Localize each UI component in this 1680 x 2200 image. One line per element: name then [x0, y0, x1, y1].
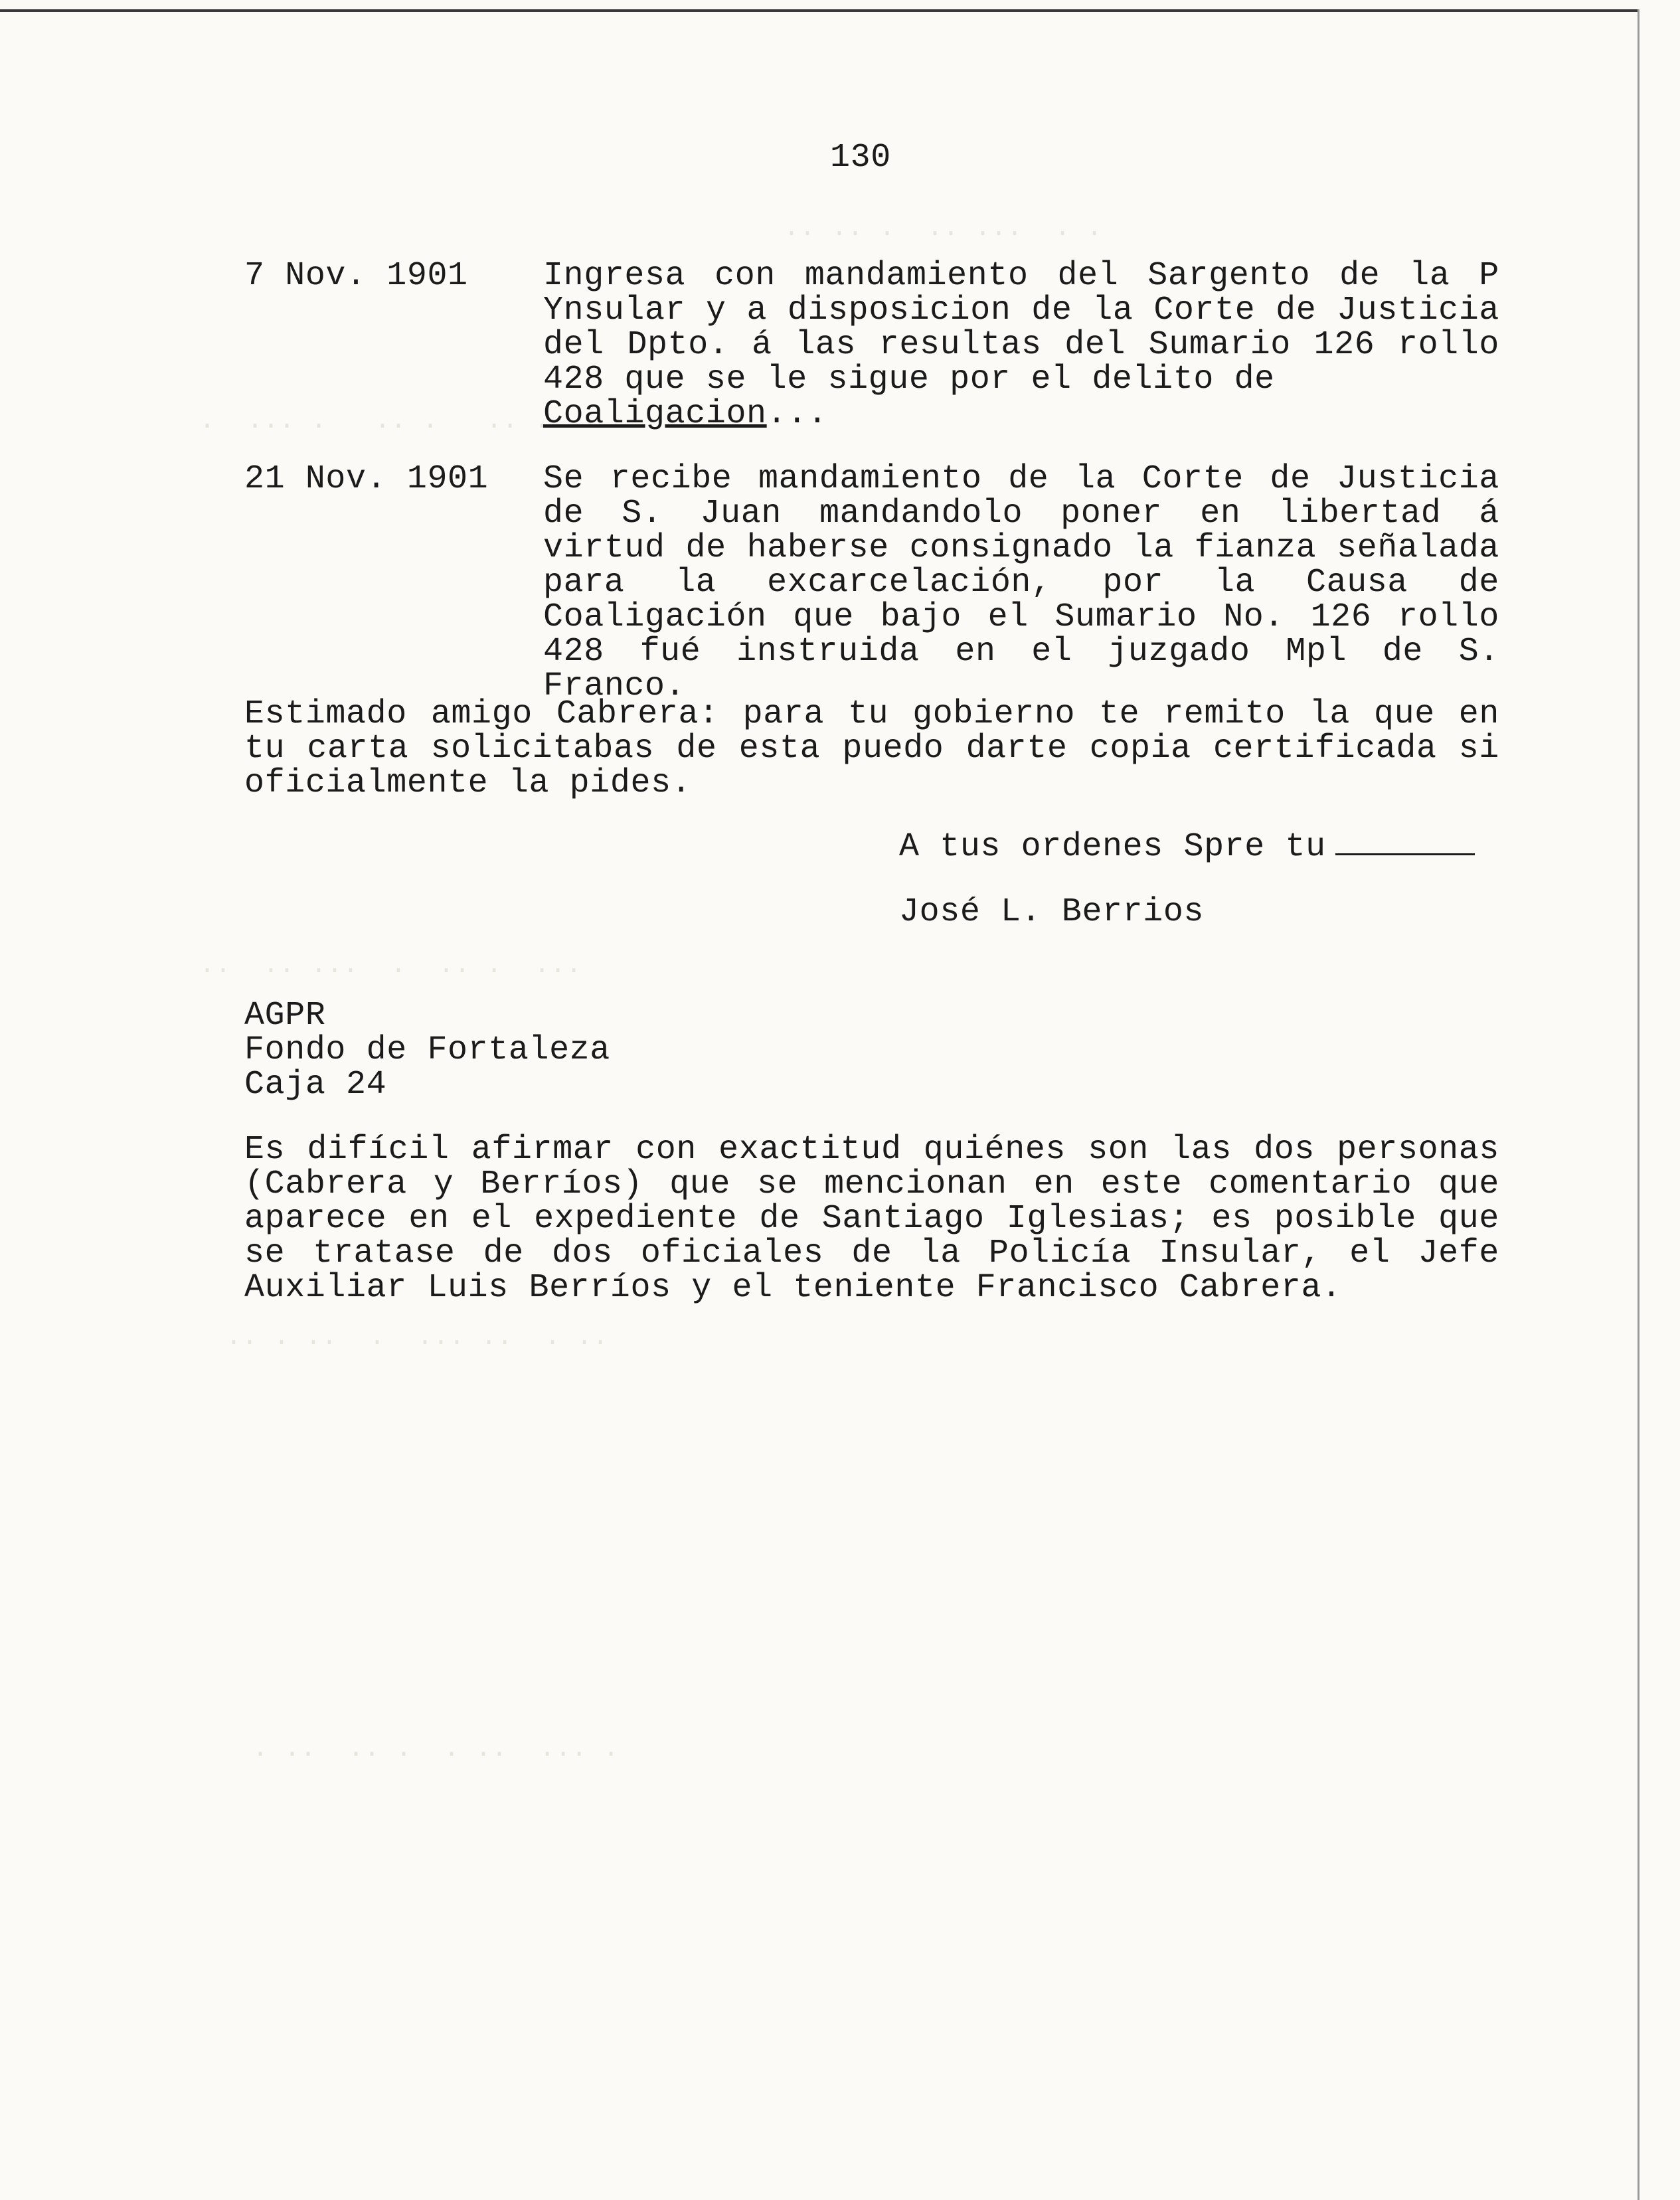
entry-text-main: Ingresa con mandamiento del Sargento de la P Ynsular y a disposicion de la Corte de Justicia del Dpto. á las resultas del Sumario 126 rollo 428 que se le sigue por el delito de — [543, 257, 1499, 398]
commentary-paragraph: Es difícil afirmar con exactitud quiénes son las dos personas (Cabrera y Berríos) que se mencionan en este comentario que aparece en el expediente de Santiago Iglesias; es posible que se tratase de dos oficiales de la Policía Insular, el Jefe Auxiliar Luis Berríos y el teniente Francisco Cabrera. — [244, 1131, 1499, 1307]
bleed-through-marks: ·· ·· ··· · ·· · ··· — [199, 956, 582, 986]
source-caja: Caja 24 — [244, 1066, 387, 1104]
page-number: 130 — [830, 139, 891, 177]
page-top-edge — [0, 9, 1639, 12]
bleed-through-marks: · ·· ·· · · ·· ··· · — [252, 1740, 620, 1770]
bleed-through-marks: · ··· · ·· · ·· ·· · — [199, 412, 598, 442]
bleed-through-marks: ·· ·· · ·· ··· · · — [784, 219, 1103, 249]
entry-date: 21 Nov. 1901 — [244, 460, 489, 498]
letter-closing — [899, 830, 1475, 865]
entry-text-tail: ... — [766, 395, 828, 433]
letter-closing-text: A tus ordenes Spre tu — [899, 828, 1326, 866]
entry-text — [543, 259, 1499, 432]
source-fondo: Fondo de Fortaleza — [244, 1031, 610, 1069]
signature-blank-line — [1335, 852, 1475, 855]
letter-body: Estimado amigo Cabrera: para tu gobierno te remito la que en tu carta solicitabas de esta puedo darte copia certificada si oficialmente la pides. — [244, 695, 1499, 802]
entry-text: Se recibe mandamiento de la Corte de Justicia de S. Juan mandandolo poner en libertad á virtud de haberse consignado la fianza señalada para la excarcelación, por la Causa de Coaligación que bajo el Sumario No. 126 rollo 428 fué instruida en el juzgado Mpl de S. Franco. — [543, 460, 1499, 705]
source-archive: AGPR — [244, 997, 326, 1035]
letter-signature: José L. Berrios — [899, 893, 1205, 931]
bleed-through-marks: ·· · ·· · ··· ·· · ·· — [226, 1328, 609, 1358]
page-right-edge — [1638, 9, 1639, 2200]
entry-date: 7 Nov. 1901 — [244, 257, 468, 295]
entry-text-underlined: Coaligacion — [543, 395, 767, 433]
